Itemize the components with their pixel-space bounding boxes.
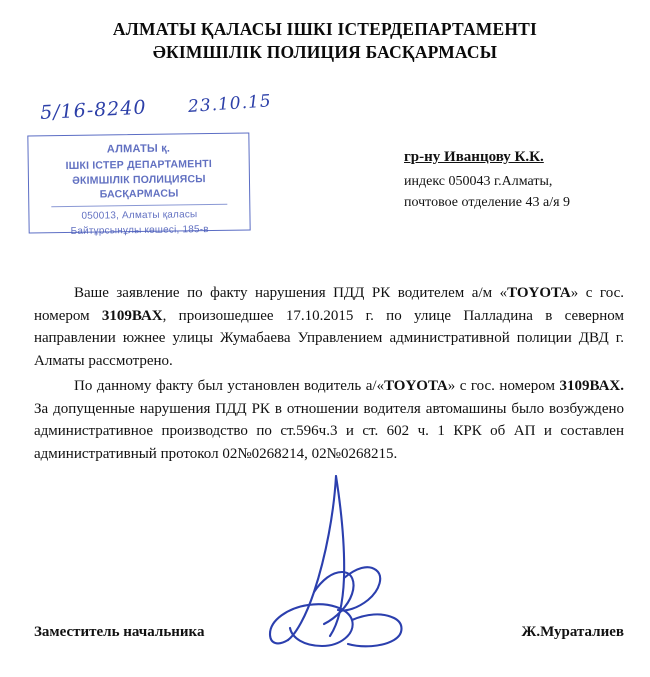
- addressee-name: гр-ну Иванцову К.К.: [404, 149, 544, 165]
- body-paragraph-2: [34, 375, 624, 465]
- body-paragraph-1: [34, 282, 624, 372]
- paragraph2-text-1: По данному факту был установлен водитель а/«: [74, 378, 385, 394]
- stamp-line-2: ІШКІ ІСТЕР ДЕПАРТАМЕНТІ: [65, 157, 213, 172]
- paragraph2-text-3: За допущенные нарушения ПДД РК в отношении водителя автомашины было возбуждено административное производство по ст.596ч.3 и ст. 602 ч. 1 КРК об АП и составлен административный протокол 02№0268214, 02№0268215.: [34, 400, 624, 462]
- paragraph1-text-1: Ваше заявление по факту нарушения ПДД РК водителем а/м «: [74, 285, 508, 301]
- addressee-address-line-1: индекс 050043 г.Алматы,: [404, 173, 553, 189]
- stamp-line-6: Байтұрсынұлы көшесі, 185-в: [70, 223, 209, 237]
- document-body: [34, 282, 624, 467]
- paragraph2-plate-number: 3109ВАХ.: [559, 378, 624, 394]
- paragraph2-text-2: » с гос. номером: [447, 378, 560, 394]
- paragraph1-text-3: , произошедшее 17.10.2015 г. по улице Палладина в северном направлении южнее улицы Жумабаева Управлением административной полиции ДВД г. Алматы рассмотрено.: [34, 307, 624, 369]
- stamp-line-4: БАСҚАРМАСЫ: [99, 187, 179, 201]
- addressee-block: [404, 146, 634, 213]
- registration-number: 5/16-8240: [39, 96, 148, 125]
- paragraph2-vehicle-brand: TOYOTA: [384, 378, 448, 394]
- document-header: [0, 0, 650, 64]
- addressee-address-line-2: почтовое отделение 43 а/я 9: [404, 194, 571, 210]
- signatory-name: Ж.Мураталиев: [521, 624, 624, 640]
- registration-date: 23.10.15: [186, 91, 272, 118]
- stamp-line-3: ӘКІМШІЛІК ПОЛИЦИЯСЫ: [72, 172, 206, 187]
- header-line-2: ӘКІМШІЛІК ПОЛИЦИЯ БАСҚАРМАСЫ: [152, 42, 498, 63]
- paragraph1-text-2: » с гос. номером: [34, 285, 624, 324]
- stamp-line-5: 050013, Алматы қаласы: [81, 209, 198, 223]
- official-stamp: [27, 132, 250, 237]
- paragraph1-plate-number: 3109ВАХ: [101, 307, 163, 324]
- registration-handwriting: [40, 90, 272, 124]
- signatory-role: Заместитель начальника: [34, 624, 205, 640]
- stamp-line-1: АЛМАТЫ қ.: [106, 142, 171, 156]
- stamp-divider: [51, 204, 227, 207]
- header-line-1: АЛМАТЫ ҚАЛАСЫ ІШКІ ІСТЕРДЕПАРТАМЕНТІ: [112, 19, 538, 39]
- signature-row: [34, 624, 624, 641]
- paragraph1-vehicle-brand: TOYOTA: [507, 285, 571, 301]
